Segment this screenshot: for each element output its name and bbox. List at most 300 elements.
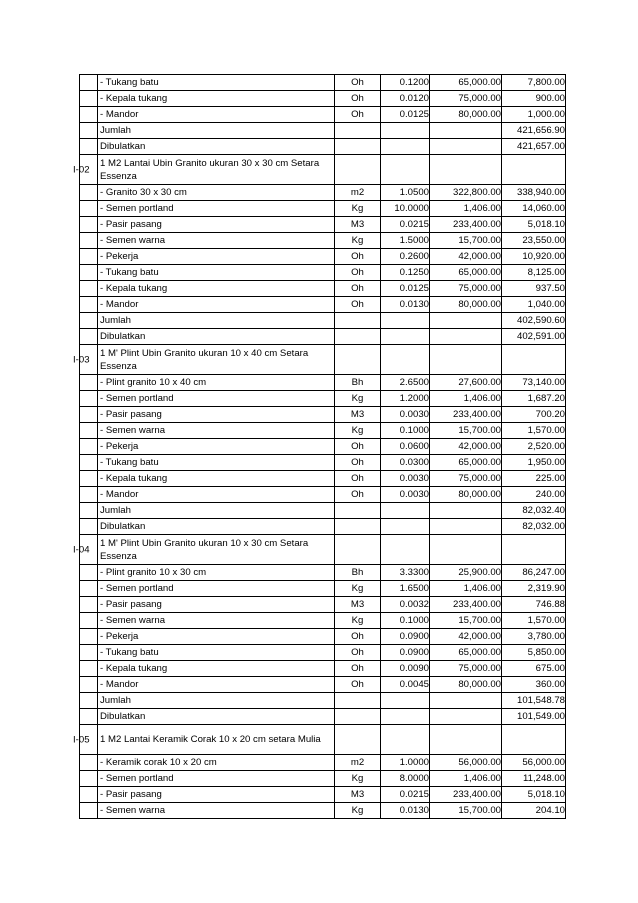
description-cell[interactable]: - Semen warna	[98, 613, 335, 629]
unit-cell[interactable]: Oh	[335, 265, 381, 281]
cost-analysis-table	[73, 74, 566, 819]
description-cell[interactable]: - Pekerja	[98, 629, 335, 645]
coefficient-cell[interactable]: 10.0000	[381, 201, 430, 217]
empty-cell[interactable]	[335, 725, 381, 755]
empty-cell[interactable]	[80, 581, 98, 597]
unit-price-cell[interactable]: 75,000.00	[430, 91, 502, 107]
line-total-cell[interactable]: 1,950.00	[502, 455, 566, 471]
line-total-cell[interactable]: 900.00	[502, 91, 566, 107]
line-total-cell[interactable]: 204.10	[502, 803, 566, 819]
coefficient-cell[interactable]: 3.3300	[381, 565, 430, 581]
empty-cell[interactable]	[430, 329, 502, 345]
coefficient-cell[interactable]: 8.0000	[381, 771, 430, 787]
description-cell[interactable]: - Kepala tukang	[98, 91, 335, 107]
unit-price-cell[interactable]: 65,000.00	[430, 75, 502, 91]
unit-cell[interactable]: Kg	[335, 581, 381, 597]
empty-cell[interactable]	[430, 693, 502, 709]
unit-cell[interactable]: M3	[335, 407, 381, 423]
line-total-cell[interactable]: 1,570.00	[502, 423, 566, 439]
line-total-cell[interactable]: 23,550.00	[502, 233, 566, 249]
unit-cell[interactable]: Oh	[335, 471, 381, 487]
unit-cell[interactable]: Oh	[335, 455, 381, 471]
coefficient-cell[interactable]: 0.0032	[381, 597, 430, 613]
description-cell[interactable]: - Semen warna	[98, 233, 335, 249]
unit-price-cell[interactable]: 42,000.00	[430, 439, 502, 455]
coefficient-cell[interactable]: 0.0300	[381, 455, 430, 471]
line-total-cell[interactable]: 675.00	[502, 661, 566, 677]
dibulatkan-value-cell[interactable]: 101,549.00	[502, 709, 566, 725]
empty-cell[interactable]	[381, 535, 430, 565]
table-row	[80, 423, 566, 439]
coefficient-cell[interactable]: 0.0030	[381, 407, 430, 423]
jumlah-label-cell[interactable]: Jumlah	[98, 693, 335, 709]
dibulatkan-label-cell[interactable]: Dibulatkan	[98, 329, 335, 345]
table-row	[80, 439, 566, 455]
empty-cell[interactable]	[80, 407, 98, 423]
empty-cell[interactable]	[430, 123, 502, 139]
description-cell[interactable]: - Semen warna	[98, 423, 335, 439]
coefficient-cell[interactable]: 1.0500	[381, 185, 430, 201]
description-cell[interactable]: - Kepala tukang	[98, 471, 335, 487]
description-cell[interactable]: - Pasir pasang	[98, 787, 335, 803]
description-cell[interactable]: - Semen portland	[98, 391, 335, 407]
table-row	[80, 75, 566, 91]
line-total-cell[interactable]: 5,850.00	[502, 645, 566, 661]
coefficient-cell[interactable]: 0.0120	[381, 91, 430, 107]
subtotal-row	[80, 503, 566, 519]
line-total-cell[interactable]: 5,018.10	[502, 787, 566, 803]
table-row	[80, 455, 566, 471]
line-total-cell[interactable]: 1,000.00	[502, 107, 566, 123]
unit-price-cell[interactable]: 15,700.00	[430, 423, 502, 439]
section-title-cell[interactable]: 1 M' Plint Ubin Granito ukuran 10 x 40 cm Setara Essenza	[98, 345, 335, 375]
empty-cell[interactable]	[80, 91, 98, 107]
unit-price-cell[interactable]: 65,000.00	[430, 455, 502, 471]
empty-cell[interactable]	[80, 613, 98, 629]
table-body	[73, 75, 566, 819]
unit-cell[interactable]: Kg	[335, 201, 381, 217]
unit-cell[interactable]: Kg	[335, 771, 381, 787]
unit-price-cell[interactable]: 80,000.00	[430, 297, 502, 313]
line-total-cell[interactable]: 2,319.90	[502, 581, 566, 597]
empty-cell[interactable]	[381, 503, 430, 519]
unit-price-cell[interactable]: 75,000.00	[430, 281, 502, 297]
empty-cell[interactable]	[80, 185, 98, 201]
empty-cell[interactable]	[80, 439, 98, 455]
empty-cell[interactable]	[381, 693, 430, 709]
unit-price-cell[interactable]: 322,800.00	[430, 185, 502, 201]
item-code: I-02	[73, 164, 90, 175]
rounded-total-row	[80, 709, 566, 725]
empty-cell[interactable]	[80, 677, 98, 693]
unit-price-cell[interactable]: 1,406.00	[430, 391, 502, 407]
empty-cell[interactable]	[80, 201, 98, 217]
jumlah-value-cell[interactable]: 421,656.90	[502, 123, 566, 139]
jumlah-value-cell[interactable]: 402,590.60	[502, 313, 566, 329]
dibulatkan-value-cell[interactable]: 402,591.00	[502, 329, 566, 345]
unit-price-cell[interactable]: 42,000.00	[430, 629, 502, 645]
coefficient-cell[interactable]: 0.0125	[381, 281, 430, 297]
empty-cell[interactable]	[381, 313, 430, 329]
coefficient-cell[interactable]: 0.0900	[381, 629, 430, 645]
empty-cell[interactable]	[80, 123, 98, 139]
dibulatkan-label-cell[interactable]: Dibulatkan	[98, 139, 335, 155]
table-row	[80, 391, 566, 407]
table-row	[80, 91, 566, 107]
coefficient-cell[interactable]: 2.6500	[381, 375, 430, 391]
unit-price-cell[interactable]: 15,700.00	[430, 613, 502, 629]
unit-price-cell[interactable]: 80,000.00	[430, 487, 502, 503]
empty-cell[interactable]	[335, 693, 381, 709]
coefficient-cell[interactable]: 1.5000	[381, 233, 430, 249]
unit-cell[interactable]: Kg	[335, 423, 381, 439]
empty-cell[interactable]	[335, 519, 381, 535]
rounded-total-row	[80, 519, 566, 535]
empty-cell[interactable]	[430, 519, 502, 535]
dibulatkan-label-cell[interactable]: Dibulatkan	[98, 709, 335, 725]
empty-cell[interactable]	[335, 345, 381, 375]
description-cell[interactable]: - Kepala tukang	[98, 281, 335, 297]
item-code-cell[interactable]	[73, 535, 98, 565]
coefficient-cell[interactable]: 0.0090	[381, 661, 430, 677]
line-total-cell[interactable]: 1,040.00	[502, 297, 566, 313]
empty-cell[interactable]	[80, 107, 98, 123]
unit-price-cell[interactable]: 80,000.00	[430, 107, 502, 123]
table-row	[80, 787, 566, 803]
description-cell[interactable]: - Mandor	[98, 487, 335, 503]
description-cell[interactable]: - Semen warna	[98, 803, 335, 819]
table-row	[80, 233, 566, 249]
table-row	[80, 661, 566, 677]
unit-cell[interactable]: Oh	[335, 107, 381, 123]
table-row	[80, 645, 566, 661]
unit-cell[interactable]: Oh	[335, 629, 381, 645]
table-row	[80, 217, 566, 233]
line-total-cell[interactable]: 746.88	[502, 597, 566, 613]
table-row	[80, 297, 566, 313]
unit-cell[interactable]: M3	[335, 787, 381, 803]
empty-cell[interactable]	[80, 297, 98, 313]
unit-cell[interactable]: Kg	[335, 391, 381, 407]
line-total-cell[interactable]: 700.20	[502, 407, 566, 423]
unit-price-cell[interactable]: 65,000.00	[430, 265, 502, 281]
empty-cell[interactable]	[430, 313, 502, 329]
empty-cell[interactable]	[381, 139, 430, 155]
line-total-cell[interactable]: 14,060.00	[502, 201, 566, 217]
table-row	[80, 755, 566, 771]
coefficient-cell[interactable]: 1.0000	[381, 755, 430, 771]
unit-price-cell[interactable]: 233,400.00	[430, 787, 502, 803]
unit-cell[interactable]: Oh	[335, 645, 381, 661]
description-cell[interactable]: - Plint granito 10 x 40 cm	[98, 375, 335, 391]
description-cell[interactable]: - Pasir pasang	[98, 217, 335, 233]
section-title-cell[interactable]: 1 M2 Lantai Keramik Corak 10 x 20 cm setara Mulia	[98, 725, 335, 755]
dibulatkan-label-cell[interactable]: Dibulatkan	[98, 519, 335, 535]
coefficient-cell[interactable]: 0.0600	[381, 439, 430, 455]
table-row	[80, 803, 566, 819]
unit-price-cell[interactable]: 15,700.00	[430, 233, 502, 249]
empty-cell[interactable]	[80, 75, 98, 91]
empty-cell[interactable]	[80, 313, 98, 329]
empty-cell[interactable]	[80, 693, 98, 709]
empty-cell[interactable]	[80, 803, 98, 819]
empty-cell[interactable]	[80, 265, 98, 281]
line-total-cell[interactable]: 5,018.10	[502, 217, 566, 233]
description-cell[interactable]: - Pasir pasang	[98, 407, 335, 423]
unit-cell[interactable]: Oh	[335, 249, 381, 265]
empty-cell[interactable]	[80, 565, 98, 581]
empty-cell[interactable]	[80, 503, 98, 519]
empty-cell[interactable]	[335, 535, 381, 565]
item-code: I-03	[73, 354, 90, 365]
unit-cell[interactable]: Oh	[335, 661, 381, 677]
description-cell[interactable]: - Semen portland	[98, 771, 335, 787]
table-row	[80, 565, 566, 581]
empty-cell[interactable]	[335, 313, 381, 329]
empty-cell[interactable]	[80, 329, 98, 345]
unit-cell[interactable]: Kg	[335, 233, 381, 249]
line-total-cell[interactable]: 1,687.20	[502, 391, 566, 407]
line-total-cell[interactable]: 225.00	[502, 471, 566, 487]
table-row	[80, 201, 566, 217]
unit-cell[interactable]: Oh	[335, 281, 381, 297]
empty-cell[interactable]	[430, 535, 502, 565]
description-cell[interactable]: - Mandor	[98, 297, 335, 313]
coefficient-cell[interactable]: 1.6500	[381, 581, 430, 597]
table-row	[80, 771, 566, 787]
line-total-cell[interactable]: 3,780.00	[502, 629, 566, 645]
jumlah-label-cell[interactable]: Jumlah	[98, 503, 335, 519]
description-cell[interactable]: - Pasir pasang	[98, 597, 335, 613]
empty-cell[interactable]	[381, 329, 430, 345]
empty-cell[interactable]	[80, 391, 98, 407]
empty-cell[interactable]	[80, 249, 98, 265]
unit-price-cell[interactable]: 1,406.00	[430, 771, 502, 787]
table-row	[80, 581, 566, 597]
table-row	[80, 107, 566, 123]
coefficient-cell[interactable]: 0.0030	[381, 471, 430, 487]
item-code-cell[interactable]	[73, 155, 98, 185]
empty-cell[interactable]	[80, 423, 98, 439]
unit-price-cell[interactable]: 65,000.00	[430, 645, 502, 661]
empty-cell[interactable]	[80, 375, 98, 391]
line-total-cell[interactable]: 10,920.00	[502, 249, 566, 265]
empty-cell[interactable]	[80, 487, 98, 503]
description-cell[interactable]: - Semen portland	[98, 201, 335, 217]
section-title-cell[interactable]: 1 M' Plint Ubin Granito ukuran 10 x 30 cm Setara Essenza	[98, 535, 335, 565]
empty-cell[interactable]	[381, 709, 430, 725]
unit-cell[interactable]: Kg	[335, 613, 381, 629]
coefficient-cell[interactable]: 0.0130	[381, 297, 430, 313]
unit-price-cell[interactable]: 233,400.00	[430, 217, 502, 233]
description-cell[interactable]: - Tukang batu	[98, 75, 335, 91]
description-cell[interactable]: - Pekerja	[98, 439, 335, 455]
empty-cell[interactable]	[381, 725, 430, 755]
section-header-row	[80, 725, 566, 755]
empty-cell[interactable]	[502, 725, 566, 755]
empty-cell[interactable]	[502, 155, 566, 185]
jumlah-value-cell[interactable]: 82,032.40	[502, 503, 566, 519]
line-total-cell[interactable]: 8,125.00	[502, 265, 566, 281]
unit-price-cell[interactable]: 42,000.00	[430, 249, 502, 265]
coefficient-cell[interactable]: 0.1000	[381, 423, 430, 439]
rounded-total-row	[80, 139, 566, 155]
empty-cell[interactable]	[80, 597, 98, 613]
empty-cell[interactable]	[430, 709, 502, 725]
coefficient-cell[interactable]: 0.0215	[381, 787, 430, 803]
item-code: I-05	[73, 734, 90, 745]
unit-price-cell[interactable]: 1,406.00	[430, 201, 502, 217]
line-total-cell[interactable]: 240.00	[502, 487, 566, 503]
unit-cell[interactable]: m2	[335, 755, 381, 771]
line-total-cell[interactable]: 1,570.00	[502, 613, 566, 629]
description-cell[interactable]: - Kepala tukang	[98, 661, 335, 677]
empty-cell[interactable]	[335, 155, 381, 185]
section-header-row	[80, 345, 566, 375]
empty-cell[interactable]	[430, 155, 502, 185]
unit-cell[interactable]: Kg	[335, 803, 381, 819]
description-cell[interactable]: - Tukang batu	[98, 455, 335, 471]
table-row	[80, 375, 566, 391]
jumlah-label-cell[interactable]: Jumlah	[98, 123, 335, 139]
empty-cell[interactable]	[80, 787, 98, 803]
jumlah-value-cell[interactable]: 101,548.78	[502, 693, 566, 709]
empty-cell[interactable]	[80, 455, 98, 471]
table-row	[80, 185, 566, 201]
unit-cell[interactable]: Bh	[335, 375, 381, 391]
subtotal-row	[80, 313, 566, 329]
jumlah-label-cell[interactable]: Jumlah	[98, 313, 335, 329]
empty-cell[interactable]	[335, 503, 381, 519]
empty-cell[interactable]	[430, 503, 502, 519]
empty-cell[interactable]	[335, 709, 381, 725]
rounded-total-row	[80, 329, 566, 345]
empty-cell[interactable]	[381, 155, 430, 185]
unit-price-cell[interactable]: 25,900.00	[430, 565, 502, 581]
coefficient-cell[interactable]: 0.0130	[381, 803, 430, 819]
empty-cell[interactable]	[80, 233, 98, 249]
unit-cell[interactable]: Oh	[335, 487, 381, 503]
empty-cell[interactable]	[80, 645, 98, 661]
coefficient-cell[interactable]: 1.2000	[381, 391, 430, 407]
coefficient-cell[interactable]: 0.1250	[381, 265, 430, 281]
empty-cell[interactable]	[80, 217, 98, 233]
unit-cell[interactable]: Oh	[335, 677, 381, 693]
item-code-cell[interactable]	[73, 725, 98, 755]
line-total-cell[interactable]: 2,520.00	[502, 439, 566, 455]
section-header-row	[80, 535, 566, 565]
empty-cell[interactable]	[430, 139, 502, 155]
unit-cell[interactable]: Bh	[335, 565, 381, 581]
line-total-cell[interactable]: 937.50	[502, 281, 566, 297]
line-total-cell[interactable]: 338,940.00	[502, 185, 566, 201]
description-cell[interactable]: - Tukang batu	[98, 645, 335, 661]
empty-cell[interactable]	[430, 725, 502, 755]
empty-cell[interactable]	[381, 345, 430, 375]
empty-cell[interactable]	[80, 771, 98, 787]
line-total-cell[interactable]: 7,800.00	[502, 75, 566, 91]
description-cell[interactable]: - Plint granito 10 x 30 cm	[98, 565, 335, 581]
empty-cell[interactable]	[502, 345, 566, 375]
description-cell[interactable]: - Granito 30 x 30 cm	[98, 185, 335, 201]
dibulatkan-value-cell[interactable]: 82,032.00	[502, 519, 566, 535]
unit-cell[interactable]: M3	[335, 597, 381, 613]
unit-cell[interactable]: Oh	[335, 91, 381, 107]
empty-cell[interactable]	[502, 535, 566, 565]
unit-price-cell[interactable]: 56,000.00	[430, 755, 502, 771]
coefficient-cell[interactable]: 0.0030	[381, 487, 430, 503]
unit-price-cell[interactable]: 80,000.00	[430, 677, 502, 693]
empty-cell[interactable]	[80, 661, 98, 677]
description-cell[interactable]: - Keramik corak 10 x 20 cm	[98, 755, 335, 771]
unit-price-cell[interactable]: 1,406.00	[430, 581, 502, 597]
empty-cell[interactable]	[80, 755, 98, 771]
empty-cell[interactable]	[80, 629, 98, 645]
empty-cell[interactable]	[335, 329, 381, 345]
empty-cell[interactable]	[80, 471, 98, 487]
unit-price-cell[interactable]: 15,700.00	[430, 803, 502, 819]
coefficient-cell[interactable]: 0.1000	[381, 613, 430, 629]
coefficient-cell[interactable]: 0.0215	[381, 217, 430, 233]
description-cell[interactable]: - Semen portland	[98, 581, 335, 597]
table-row	[80, 471, 566, 487]
line-total-cell[interactable]: 360.00	[502, 677, 566, 693]
coefficient-cell[interactable]: 0.1200	[381, 75, 430, 91]
item-code-cell[interactable]	[73, 345, 98, 375]
unit-cell[interactable]: Oh	[335, 439, 381, 455]
unit-cell[interactable]: Oh	[335, 297, 381, 313]
description-cell[interactable]: - Pekerja	[98, 249, 335, 265]
empty-cell[interactable]	[430, 345, 502, 375]
coefficient-cell[interactable]: 0.0900	[381, 645, 430, 661]
empty-cell[interactable]	[80, 139, 98, 155]
line-total-cell[interactable]: 86,247.00	[502, 565, 566, 581]
table-row	[80, 249, 566, 265]
table-row	[80, 265, 566, 281]
coefficient-cell[interactable]: 0.2600	[381, 249, 430, 265]
unit-price-cell[interactable]: 27,600.00	[430, 375, 502, 391]
empty-cell[interactable]	[80, 709, 98, 725]
line-total-cell[interactable]: 11,248.00	[502, 771, 566, 787]
description-cell[interactable]: - Mandor	[98, 107, 335, 123]
dibulatkan-value-cell[interactable]: 421,657.00	[502, 139, 566, 155]
unit-price-cell[interactable]: 233,400.00	[430, 407, 502, 423]
line-total-cell[interactable]: 73,140.00	[502, 375, 566, 391]
empty-cell[interactable]	[335, 123, 381, 139]
section-title-cell[interactable]: 1 M2 Lantai Ubin Granito ukuran 30 x 30 cm Setara Essenza	[98, 155, 335, 185]
unit-price-cell[interactable]: 75,000.00	[430, 661, 502, 677]
description-cell[interactable]: - Mandor	[98, 677, 335, 693]
table-row	[80, 597, 566, 613]
item-code: I-04	[73, 544, 90, 555]
unit-cell[interactable]: M3	[335, 217, 381, 233]
subtotal-row	[80, 123, 566, 139]
empty-cell[interactable]	[381, 519, 430, 535]
unit-price-cell[interactable]: 233,400.00	[430, 597, 502, 613]
unit-cell[interactable]: Oh	[335, 75, 381, 91]
unit-cell[interactable]: m2	[335, 185, 381, 201]
table-row	[80, 677, 566, 693]
line-total-cell[interactable]: 56,000.00	[502, 755, 566, 771]
coefficient-cell[interactable]: 0.0045	[381, 677, 430, 693]
empty-cell[interactable]	[335, 139, 381, 155]
empty-cell[interactable]	[381, 123, 430, 139]
empty-cell[interactable]	[80, 281, 98, 297]
coefficient-cell[interactable]: 0.0125	[381, 107, 430, 123]
empty-cell[interactable]	[80, 519, 98, 535]
description-cell[interactable]: - Tukang batu	[98, 265, 335, 281]
unit-price-cell[interactable]: 75,000.00	[430, 471, 502, 487]
